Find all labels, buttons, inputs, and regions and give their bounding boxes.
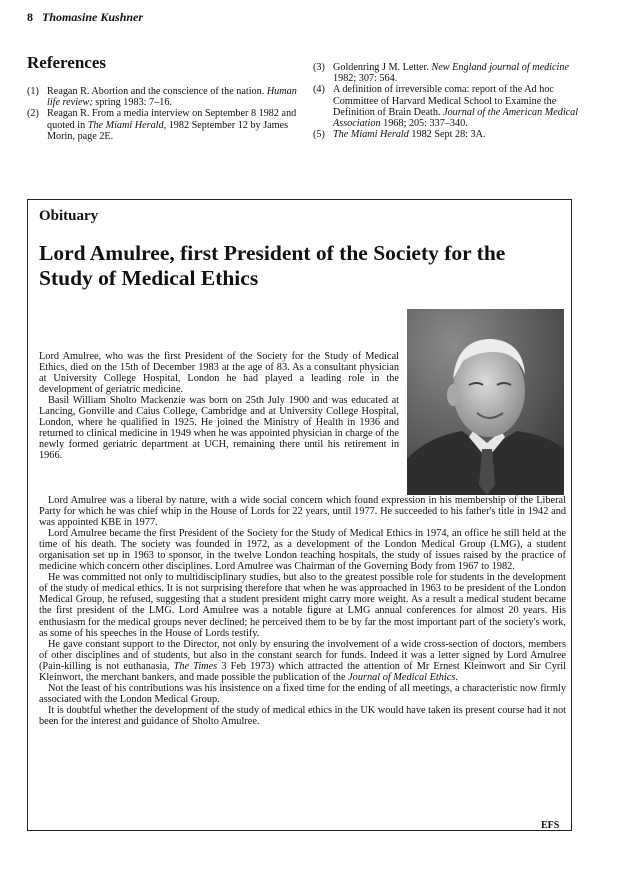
references-right-column [313,62,583,140]
paragraph: He gave constant support to the Director, not only by ensuring the involvement of a wide cross-section of doctors, members of other disciplines and of students, but also in the constant search for funds. Indeed it was a letter signed by Lord Amulree (Pain-killing is not euthanasia, The Times 3 Feb 1973) which attracted the attention of Mr Ernest Kleinwort and Sir Cyril Kleinwort, the merchant bankers, and made possible the publication of the Journal of Medical Ethics. [39,638,566,683]
page-number: 8 [27,10,33,24]
obituary-intro-text [39,351,399,461]
running-head-author: Thomasine Kushner [42,10,144,24]
reference-item: (2) Reagan R. From a media interview on September 8 1982 and quoted in The Miami Herald, 1982 September 12 by James Morin, page 2E. [27,108,297,142]
paragraph: He was committed not only to multidisciplinary studies, but also to the greatest possible role for students in the development of the study of medical ethics. It is not surprising therefore that when he was approached in 1963 to be president of the London Medical Group, he refused, suggesting that a student president might carry more weight. As a result a medical student became the first president of the LMG. Lord Amulree was a notable figure at LMG annual conferences for almost 20 years. His enthusiasm for the medical groups never declined; he perceived them to be by far the most important part of the society's work, as some of his speeches in the House of Lords testify. [39,572,566,639]
running-head [27,10,143,25]
reference-item: (5) The Miami Herald 1982 Sept 28: 3A. [313,129,486,141]
reference-item: (4) A definition of irreversible coma: report of the Ad hoc Committee of Harvard Medical School to Examine the Definition of Brain Death. Journal of the American Medical Association 1968; 205: 337–340. [313,84,579,130]
references-left-column [27,86,297,142]
portrait-illustration [407,309,564,495]
portrait-photo [407,309,564,495]
paragraph: Not the least of his contributions was his insistence on a fixed time for the ending of all meetings, a characteristic now firmly associated with the London Medical Group. [39,682,566,705]
reference-item: (1) Reagan R. Abortion and the conscience of the nation. Human life review; spring 1983: 7–16. [27,86,297,109]
article-title: Lord Amulree, first President of the Society for the Study of Medical Ethics [39,241,506,290]
paragraph: Lord Amulree, who was the first President of the Society for the Study of Medical Ethics, died on the 15th of December 1983 at the age of 83. As a consultant physician at University College Hospital, London he had played a leading role in the development of geriatric medicine. [39,351,399,396]
obituary-body-text [39,495,566,727]
references-heading: References [27,53,106,72]
paragraph: It is doubtful whether the development of the study of medical ethics in the UK would have taken its present course had it not been for the interest and guidance of Sholto Amulree. [39,704,566,727]
paragraph: Basil William Sholto Mackenzie was born on 25th July 1900 and was educated at Lancing, Gonville and Caius College, Cambridge and at University College Hospital, London, where he qualified in 1925. He joined the Ministry of Health in 1936 and returned to clinical medicine in 1949 when he was appointed physician in charge of the newly formed geriatric department at UCH, remaining there until his retirement in 1966. [39,395,399,462]
reference-item: (3) Goldenring J M. Letter. New England journal of medicine 1982; 307: 564. [313,62,569,85]
author-initials: EFS [541,820,560,831]
paragraph: Lord Amulree was a liberal by nature, with a wide social concern which found expression in his membership of the Liberal Party for which he was chief whip in the House of Lords for 22 years, until 1977. He succeeded to his father's title in 1942 and was appointed KBE in 1977. [39,495,566,529]
paragraph: Lord Amulree became the first President of the Society for the Study of Medical Ethics in 1974, an office he still held at the time of his death. The society was founded in 1972, as a development of the London Medical Group (LMG), a student organisation set up in 1963 to sponsor, in the twelve London teaching hospitals, the study of issues raised by the practice of medicine which concern other disciplines. Lord Amulree was Chairman of the Governing Body from 1967 to 1982. [39,528,566,573]
section-label: Obituary [39,208,99,224]
